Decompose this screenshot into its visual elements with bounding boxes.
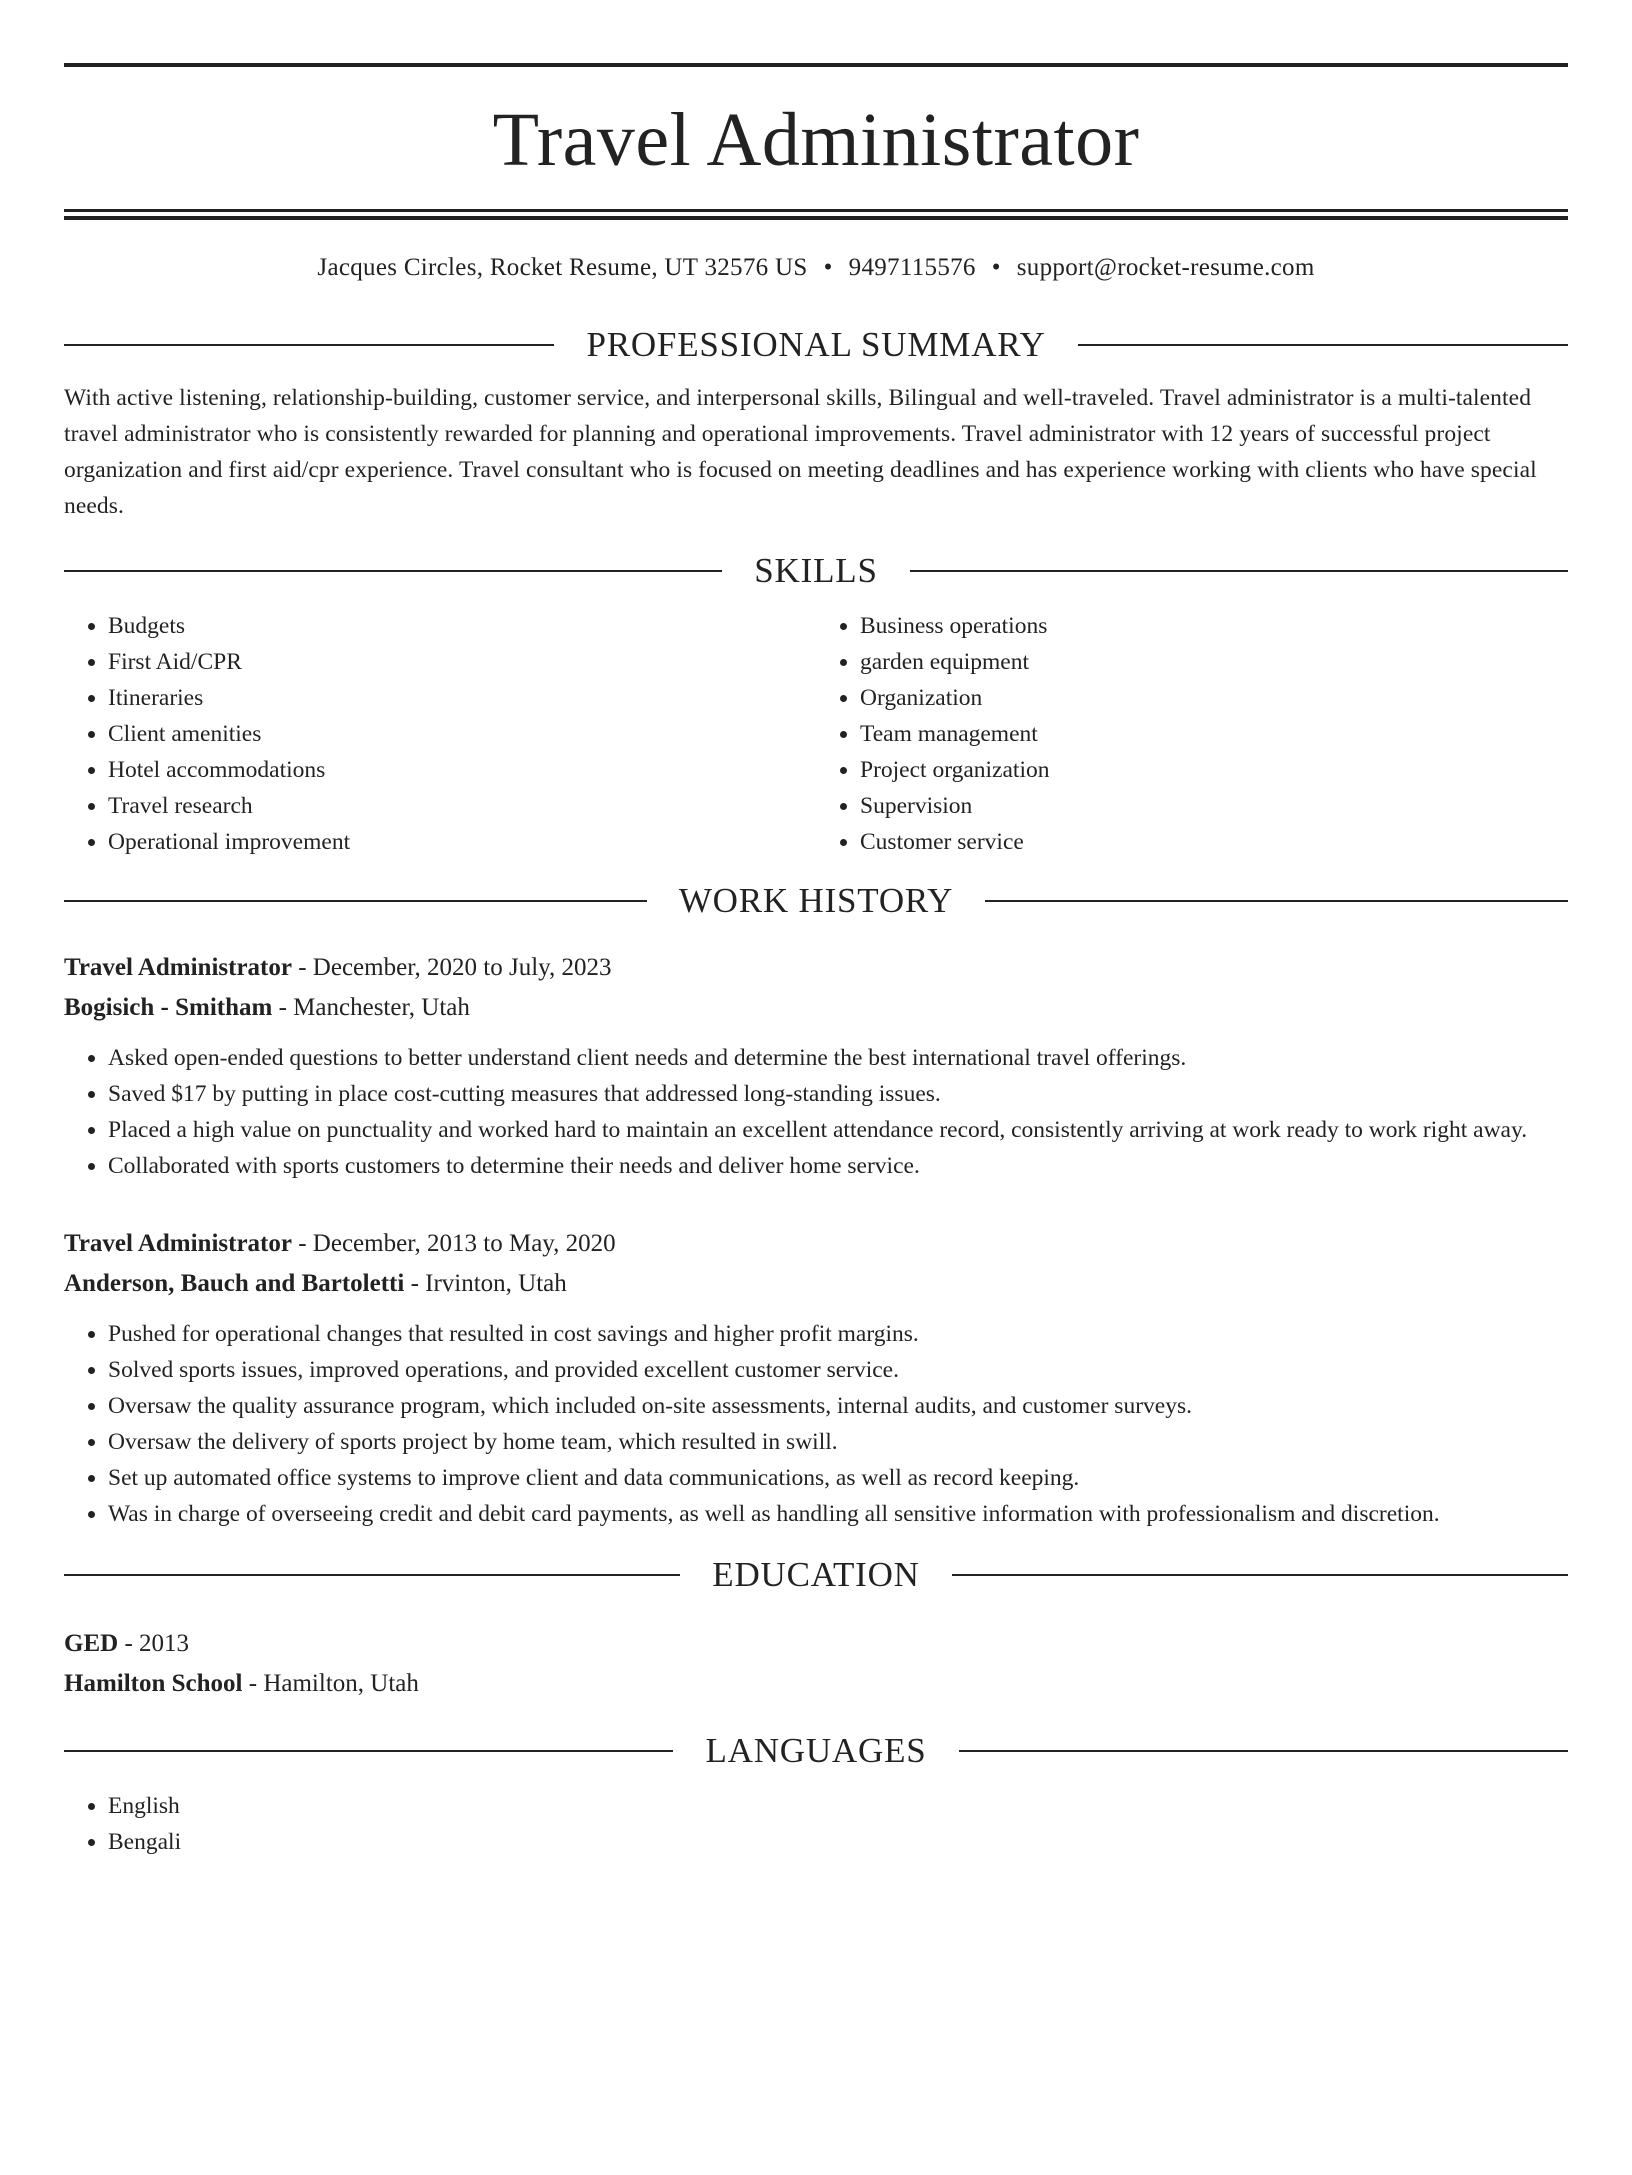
job-title-line bbox=[64, 948, 1568, 988]
list-item: • English bbox=[108, 1788, 1568, 1824]
job-entry-2 bbox=[64, 1224, 1568, 1532]
job-company-line bbox=[64, 988, 1568, 1028]
job-title: Travel Administrator bbox=[64, 954, 292, 981]
summary-heading: PROFESSIONAL SUMMARY bbox=[586, 325, 1046, 364]
skills-right-list bbox=[816, 608, 1568, 860]
education-location: - Hamilton, Utah bbox=[242, 1670, 419, 1697]
list-item: • Client amenities bbox=[108, 716, 816, 752]
contact-separator: • bbox=[991, 254, 1001, 281]
list-item: • Supervision bbox=[860, 788, 1568, 824]
section-rule bbox=[64, 344, 554, 346]
skills-column-right bbox=[816, 608, 1568, 860]
list-item: • garden equipment bbox=[860, 644, 1568, 680]
contact-address: Jacques Circles, Rocket Resume, UT 32576 US bbox=[317, 254, 808, 281]
list-item: • Team management bbox=[860, 716, 1568, 752]
list-item: • Pushed for operational changes that resulted in cost savings and higher profit margins. bbox=[108, 1316, 1568, 1352]
list-item: • Organization bbox=[860, 680, 1568, 716]
job-entry-1 bbox=[64, 948, 1568, 1184]
list-item: • Bengali bbox=[108, 1824, 1568, 1860]
education-year: - 2013 bbox=[118, 1630, 190, 1657]
education-degree: GED bbox=[64, 1630, 119, 1657]
list-item: • Oversaw the quality assurance program, which included on-site assessments, internal audits, and customer surveys. bbox=[108, 1388, 1568, 1424]
job-location: - Irvinton, Utah bbox=[404, 1270, 567, 1297]
section-rule bbox=[952, 1574, 1568, 1576]
list-item: • Hotel accommodations bbox=[108, 752, 816, 788]
contact-separator: • bbox=[823, 254, 833, 281]
list-item: • Business operations bbox=[860, 608, 1568, 644]
list-item: • Oversaw the delivery of sports project by home team, which resulted in swill. bbox=[108, 1424, 1568, 1460]
resume-title: Travel Administrator bbox=[492, 98, 1140, 182]
languages-list bbox=[64, 1788, 1568, 1860]
list-item: • Project organization bbox=[860, 752, 1568, 788]
list-item: • Solved sports issues, improved operations, and provided excellent customer service. bbox=[108, 1352, 1568, 1388]
section-rule bbox=[64, 1750, 673, 1752]
work-heading: WORK HISTORY bbox=[678, 881, 954, 920]
education-heading: EDUCATION bbox=[712, 1555, 920, 1594]
contact-email: support@rocket-resume.com bbox=[1016, 254, 1315, 281]
summary-text: With active listening, relationship-building, customer service, and interpersonal skills, Bilingual and well-traveled. Travel administrator is a multi-talented travel administrator who is consistently rewarded for planning and operational improvements. Travel administrator with 12 years of successful project organization and first aid/cpr experience. Travel consultant who is focused on meeting deadlines and has experience working with clients who have special needs. bbox=[64, 385, 1537, 519]
education-section-header bbox=[64, 1554, 1568, 1596]
languages-heading: LANGUAGES bbox=[705, 1731, 927, 1770]
job-dates: - December, 2020 to July, 2023 bbox=[291, 954, 612, 981]
list-item: • Travel research bbox=[108, 788, 816, 824]
top-rule bbox=[64, 63, 1568, 67]
section-rule bbox=[64, 1574, 680, 1576]
list-item: • Collaborated with sports customers to determine their needs and deliver home service. bbox=[108, 1148, 1568, 1184]
skills-left-list bbox=[64, 608, 816, 860]
section-rule bbox=[985, 900, 1568, 902]
contact-line bbox=[64, 252, 1568, 284]
section-rule bbox=[1078, 344, 1568, 346]
title-double-rule bbox=[64, 209, 1568, 220]
job-company: Bogisich - Smitham bbox=[64, 994, 273, 1021]
languages-bullets bbox=[64, 1788, 1568, 1860]
education-school-line bbox=[64, 1664, 1568, 1704]
list-item: • Customer service bbox=[860, 824, 1568, 860]
summary-section-header bbox=[64, 324, 1568, 366]
list-item: • Set up automated office systems to improve client and data communications, as well as record keeping. bbox=[108, 1460, 1568, 1496]
job-company: Anderson, Bauch and Bartoletti bbox=[64, 1270, 405, 1297]
section-rule bbox=[959, 1750, 1568, 1752]
languages-section-header bbox=[64, 1730, 1568, 1772]
list-item: • Was in charge of overseeing credit and debit card payments, as well as handling all sensitive information with professionalism and discretion. bbox=[108, 1496, 1568, 1532]
list-item: • Budgets bbox=[108, 608, 816, 644]
list-item: • First Aid/CPR bbox=[108, 644, 816, 680]
job-location: - Manchester, Utah bbox=[272, 994, 470, 1021]
section-rule bbox=[64, 900, 647, 902]
skills-list bbox=[64, 608, 1568, 860]
education-entry bbox=[64, 1624, 1568, 1704]
job-title-line bbox=[64, 1224, 1568, 1264]
work-section-header bbox=[64, 880, 1568, 922]
list-item: • Asked open-ended questions to better understand client needs and determine the best international travel offerings. bbox=[108, 1040, 1568, 1076]
job-bullets bbox=[64, 1040, 1568, 1184]
section-rule bbox=[64, 570, 722, 572]
resume-page bbox=[0, 63, 1632, 2175]
skills-heading: SKILLS bbox=[754, 551, 878, 590]
job-company-line bbox=[64, 1264, 1568, 1304]
list-item: • Itineraries bbox=[108, 680, 816, 716]
skills-column-left bbox=[64, 608, 816, 860]
job-bullets bbox=[64, 1316, 1568, 1532]
job-dates: - December, 2013 to May, 2020 bbox=[291, 1230, 616, 1257]
education-degree-line bbox=[64, 1624, 1568, 1664]
list-item: • Saved $17 by putting in place cost-cutting measures that addressed long-standing issues. bbox=[108, 1076, 1568, 1112]
skills-section-header bbox=[64, 550, 1568, 592]
section-rule bbox=[910, 570, 1568, 572]
list-item: • Placed a high value on punctuality and worked hard to maintain an excellent attendance record, consistently arriving at work ready to work right away. bbox=[108, 1112, 1568, 1148]
list-item: • Operational improvement bbox=[108, 824, 816, 860]
education-school: Hamilton School bbox=[64, 1670, 243, 1697]
job-title: Travel Administrator bbox=[64, 1230, 292, 1257]
contact-phone: 9497115576 bbox=[848, 254, 976, 281]
